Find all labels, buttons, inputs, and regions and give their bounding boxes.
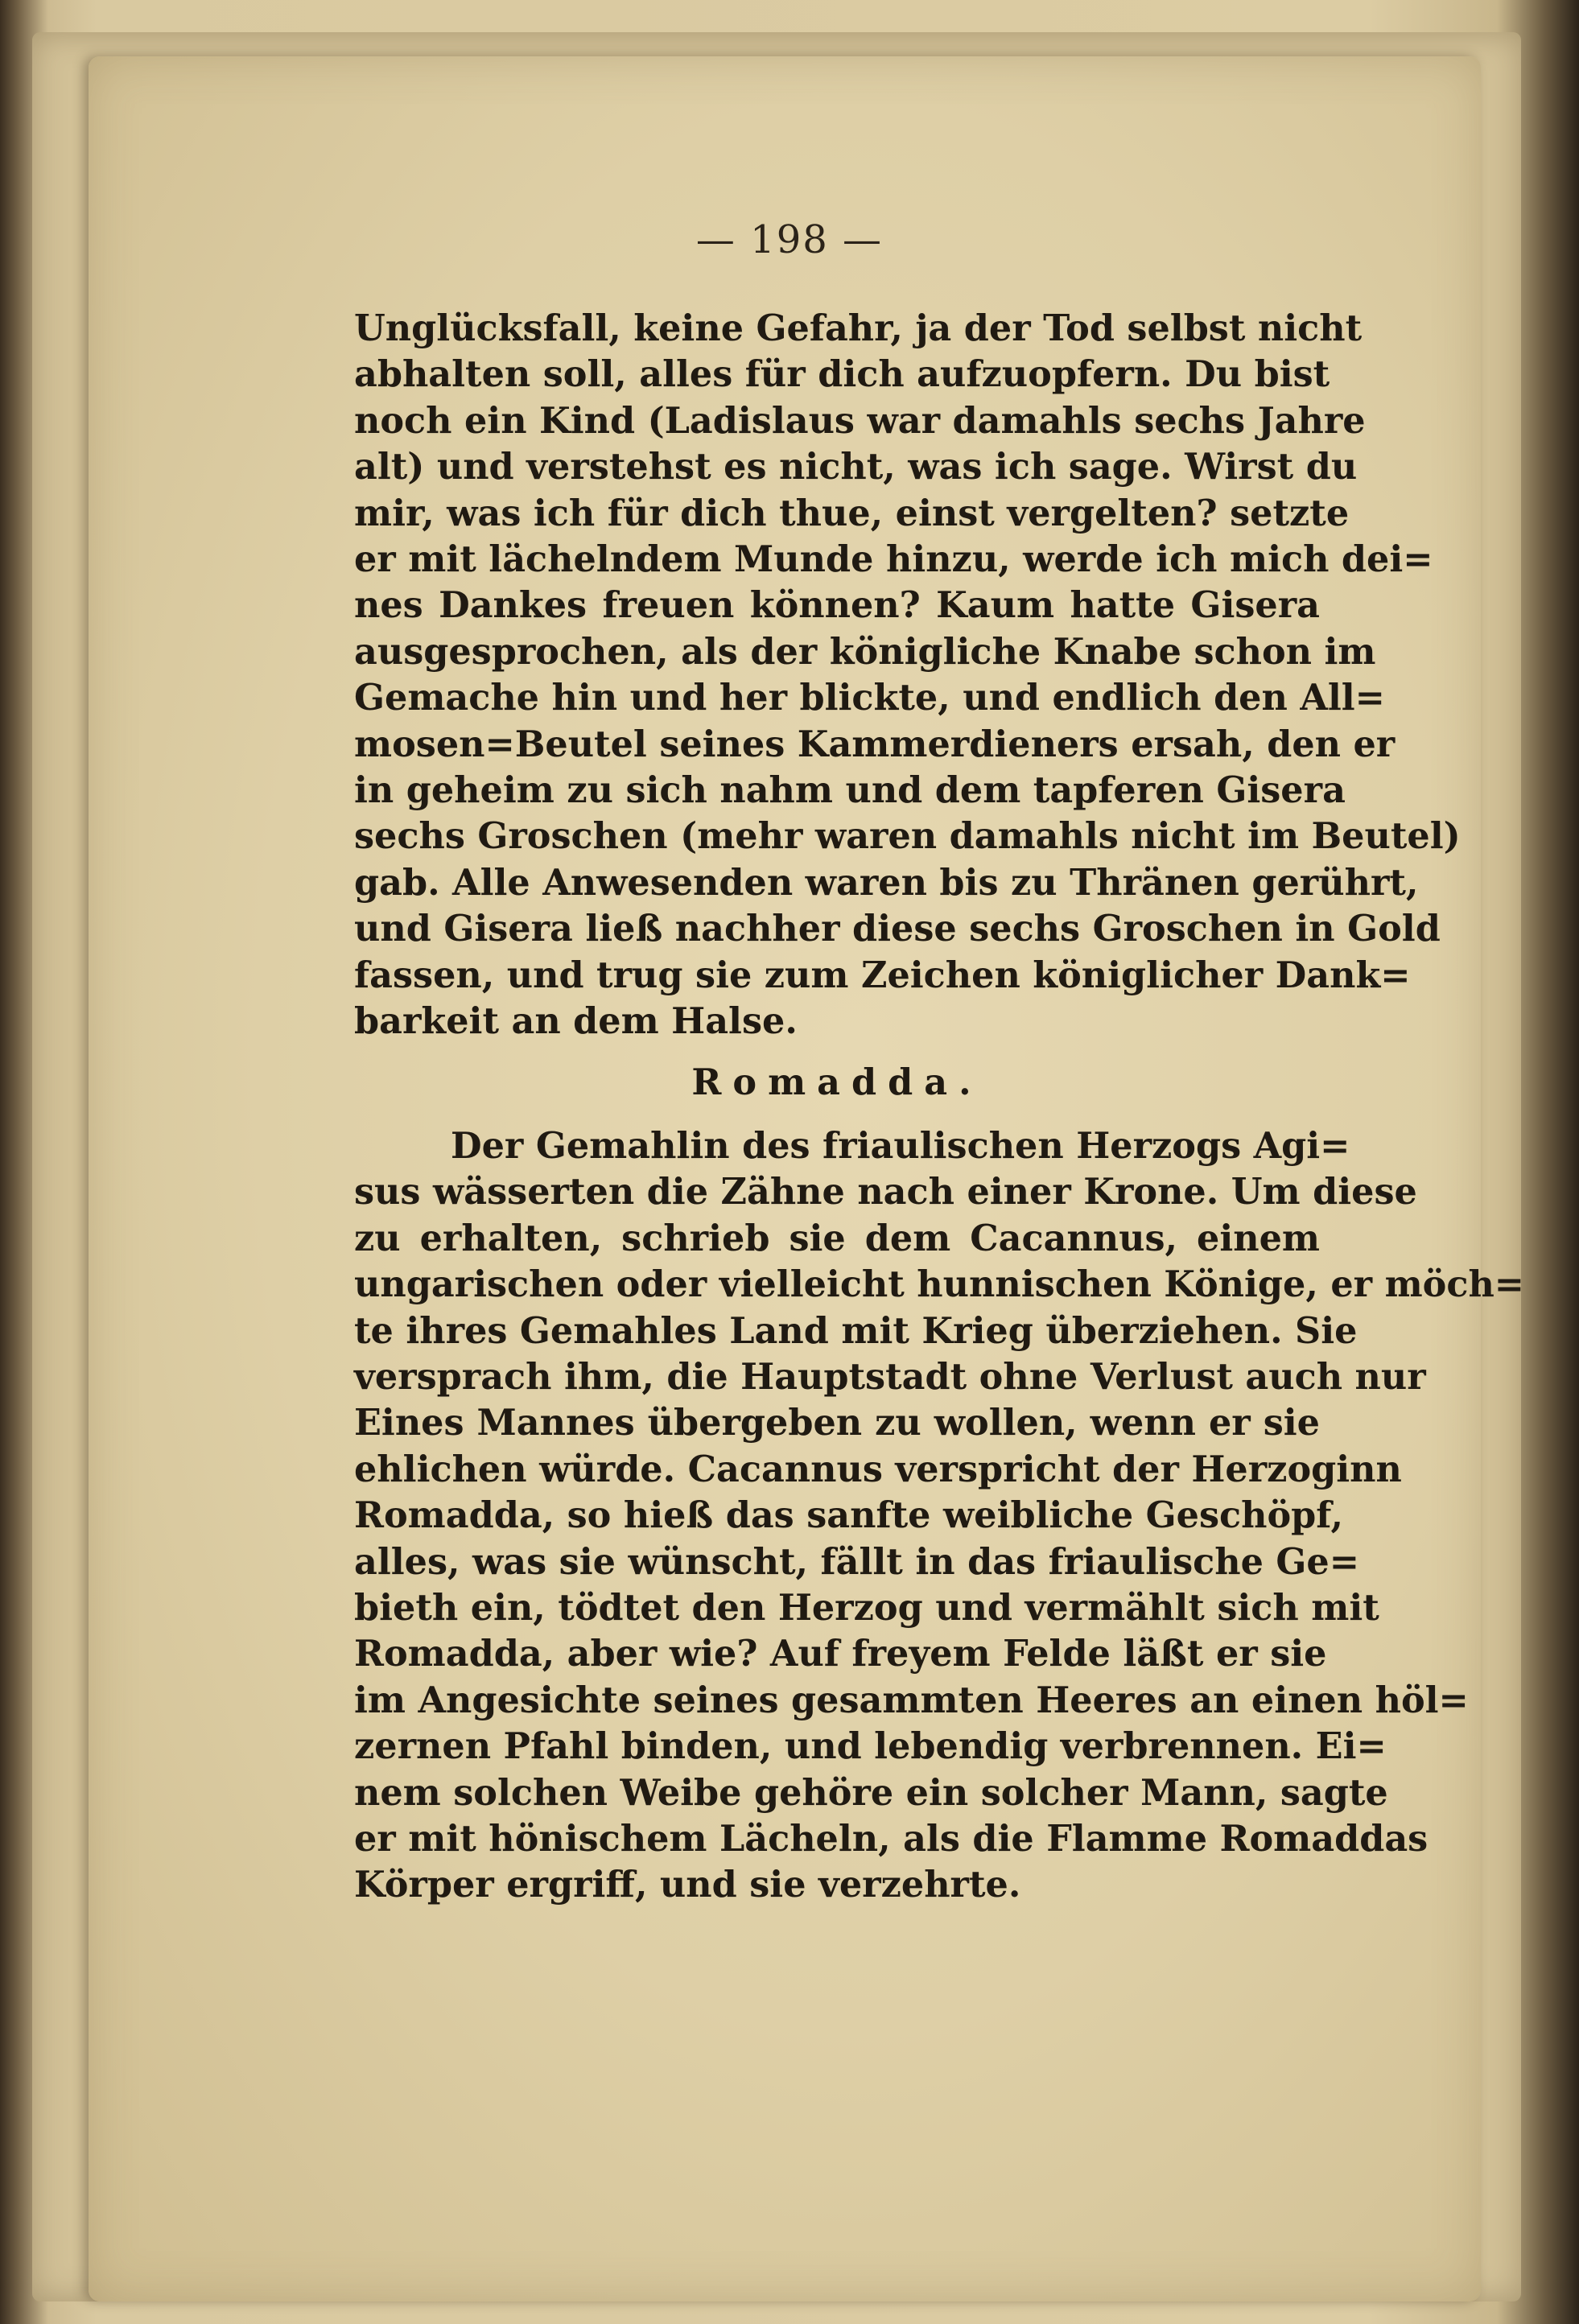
text-line: und Gisera ließ nachher diese sechs Groschen in Gold [354, 908, 1441, 950]
text-line: gab. Alle Anwesenden waren bis zu Thränen gerührt, [354, 861, 1419, 904]
text-line: Der Gemahlin des friaulischen Herzogs Agi= [451, 1124, 1350, 1167]
page-number: — 198 — [695, 217, 884, 262]
text-line: Gemache hin und her blickte, und endlich den All= [354, 677, 1385, 719]
text-line: Unglücksfall, keine Gefahr, ja der Tod selbst nicht [354, 307, 1363, 349]
text-line: abhalten soll, alles für dich aufzuopfern. Du bist [354, 353, 1330, 396]
text-line: noch ein Kind (Ladislaus war damahls sechs Jahre [354, 399, 1366, 442]
text-line: ehlichen würde. Cacannus verspricht der Herzoginn [354, 1448, 1402, 1490]
text-line: versprach ihm, die Hauptstadt ohne Verlust auch nur [354, 1355, 1426, 1398]
text-line: mir, was ich für dich thue, einst vergelten? setzte [354, 492, 1350, 534]
text-line: ungarischen oder vielleicht hunnischen Könige, er möch= [354, 1263, 1525, 1306]
text-line: bieth ein, tödtet den Herzog und vermählt sich mit [354, 1586, 1379, 1629]
text-line: sus wässerten die Zähne nach einer Krone. Um diese [354, 1171, 1417, 1214]
paragraph-1 [354, 306, 1461, 1045]
text-line: zu erhalten, schrieb sie dem Cacannus, einem [354, 1217, 1320, 1259]
text-line: er mit hönischem Lächeln, als die Flamme Romaddas [354, 1818, 1429, 1860]
text-line: fassen, und trug sie zum Zeichen königlicher Dank= [354, 954, 1411, 996]
text-line: barkeit an dem Halse. [354, 1000, 798, 1043]
text-line: te ihres Gemahles Land mit Krieg überziehen. Sie [354, 1309, 1358, 1352]
text-line: mosen=Beutel seines Kammerdieners ersah, den er [354, 723, 1396, 765]
section-heading: Romadda. [691, 1061, 983, 1103]
text-line: ausgesprochen, als der königliche Knabe schon im [354, 630, 1376, 673]
text-line: im Angesichte seines gesammten Heeres an einen höl= [354, 1679, 1469, 1721]
text-line: Körper ergriff, und sie verzehrte. [354, 1864, 1021, 1906]
text-line: zernen Pfahl binden, und lebendig verbrennen. Ei= [354, 1725, 1387, 1768]
text-line: Romadda, so hieß das sanfte weibliche Geschöpf, [354, 1494, 1343, 1537]
text-line: Eines Mannes übergeben zu wollen, wenn er sie [354, 1402, 1320, 1444]
text-line: nes Dankes freuen können? Kaum hatte Gisera [354, 584, 1320, 627]
paragraph-2 [354, 1123, 1525, 1909]
text-line: er mit lächelndem Munde hinzu, werde ich mich dei= [354, 538, 1433, 581]
text-line: nem solchen Weibe gehöre ein solcher Mann, sagte [354, 1771, 1388, 1814]
text-line: sechs Groschen (mehr waren damahls nicht im Beutel) [354, 815, 1461, 858]
text-line: alles, was sie wünscht, fällt in das friaulische Ge= [354, 1540, 1359, 1583]
text-line: Romadda, aber wie? Auf freyem Felde läßt er sie [354, 1633, 1327, 1675]
page-text [354, 306, 1525, 1909]
text-line: in geheim zu sich nahm und dem tapferen Gisera [354, 769, 1346, 812]
text-line: alt) und verstehst es nicht, was ich sage. Wirst du [354, 446, 1358, 488]
